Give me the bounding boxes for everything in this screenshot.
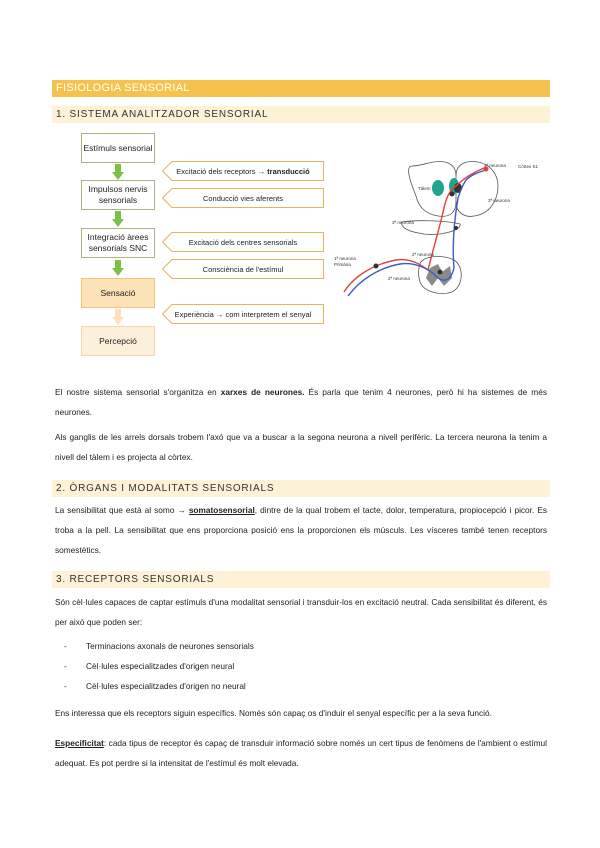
receptor-types-list [60,636,254,696]
label-3rd-neuron-b: 3ª neurona [488,198,510,203]
flow-box-stimulus: Estímuls sensorial [81,133,155,163]
section-2-heading: 2. ÒRGANS I MODALITATS SENSORIALS [52,480,550,497]
down-arrow-icon [112,260,124,276]
flow-note-consciousness: Consciència de l'estímul [162,259,324,279]
list-item: - Cèl·lules especialitzades d'origen neural [60,656,254,676]
section-1-heading: 1. SISTEMA ANALITZADOR SENSORIAL [52,106,550,123]
flow-note-experience: Experiència → com interpretem el senyal [162,304,324,324]
label-cortex-s1: Còrtex S1 [518,164,539,169]
down-arrow-icon [112,164,124,180]
paragraph-neural-networks: El nostre sistema sensorial s'organitza en xarxes de neurones. És parla que tenim 4 neurones, però hi ha sistemes de més neurones. [55,387,547,417]
flow-box-perception: Percepció [81,326,155,356]
paragraph-ganglia: Als ganglis de les arrels dorsals trobem l'axó que va a buscar a la segona neurona a nivell perifèric. La tercera neurona la tenim a nivell del tàlem i es projecta al còrtex. [55,432,547,462]
paragraph-receptors: Són cèl·lules capaces de captar estímuls d'una modalitat sensorial i transduir-los en excitació neutral. Cada sensibilitat és diferent, és per això que poden ser: [55,597,547,627]
flow-box-sensation: Sensació [81,278,155,308]
list-item: - Terminacions axonals de neurones sensorials [60,636,254,656]
flow-note-afferent: Conducció vies aferents [162,188,324,208]
list-item: - Cèl·lules especialitzades d'origen no neural [60,676,254,696]
flow-box-impulses: Impulsos nervis sensorials [81,180,155,210]
document-title: FISIOLOGIA SENSORIAL [52,80,550,97]
flow-note-centers: Excitació dels centres sensorials [162,232,324,252]
label-2nd-neuron-b: 2ª neurona [388,276,410,281]
paragraph-specificity: Especificitat: cada tipus de receptor és capaç de transduir informació sobre només un cert tipus de fenòmens de l'ambient o estímul adequat. Es pot perdre si la intensitat de l'estímul és molt elevada. [55,738,547,768]
paragraph-somatosensory: La sensibilitat que està al somo → somatosensorial, dintre de la qual trobem el tacte, dolor, temperatura, propiocepció i picor. Es troba a la pell. La sensibilitat que ens proporciona posició ens la proporcionen els músculs. Les vísceres també tenen receptors somestètics. [55,505,548,555]
label-thalamus: Tàlem [418,186,431,191]
flow-note-receptors: Excitació dels receptors → transducció [162,161,324,181]
label-1st-neuron: 1ª neurona Primària [334,256,356,267]
label-4th-neuron: 4ª neurona [484,163,506,168]
section-3-heading: 3. RECEPTORS SENSORIALS [52,571,550,588]
down-arrow-icon [112,309,124,325]
paragraph-specific: Ens interessa que els receptors siguin específics. Només són capaç os d'induir el senyal específic per a la seva funció. [55,708,492,718]
flow-box-integration: Integració àrees sensorials SNC [81,228,155,258]
down-arrow-icon [112,211,124,227]
sensory-pathway-diagram [334,156,550,308]
label-3rd-neuron: 3ª neurona [392,220,414,225]
label-2nd-neuron: 2ª neurona [412,252,434,257]
